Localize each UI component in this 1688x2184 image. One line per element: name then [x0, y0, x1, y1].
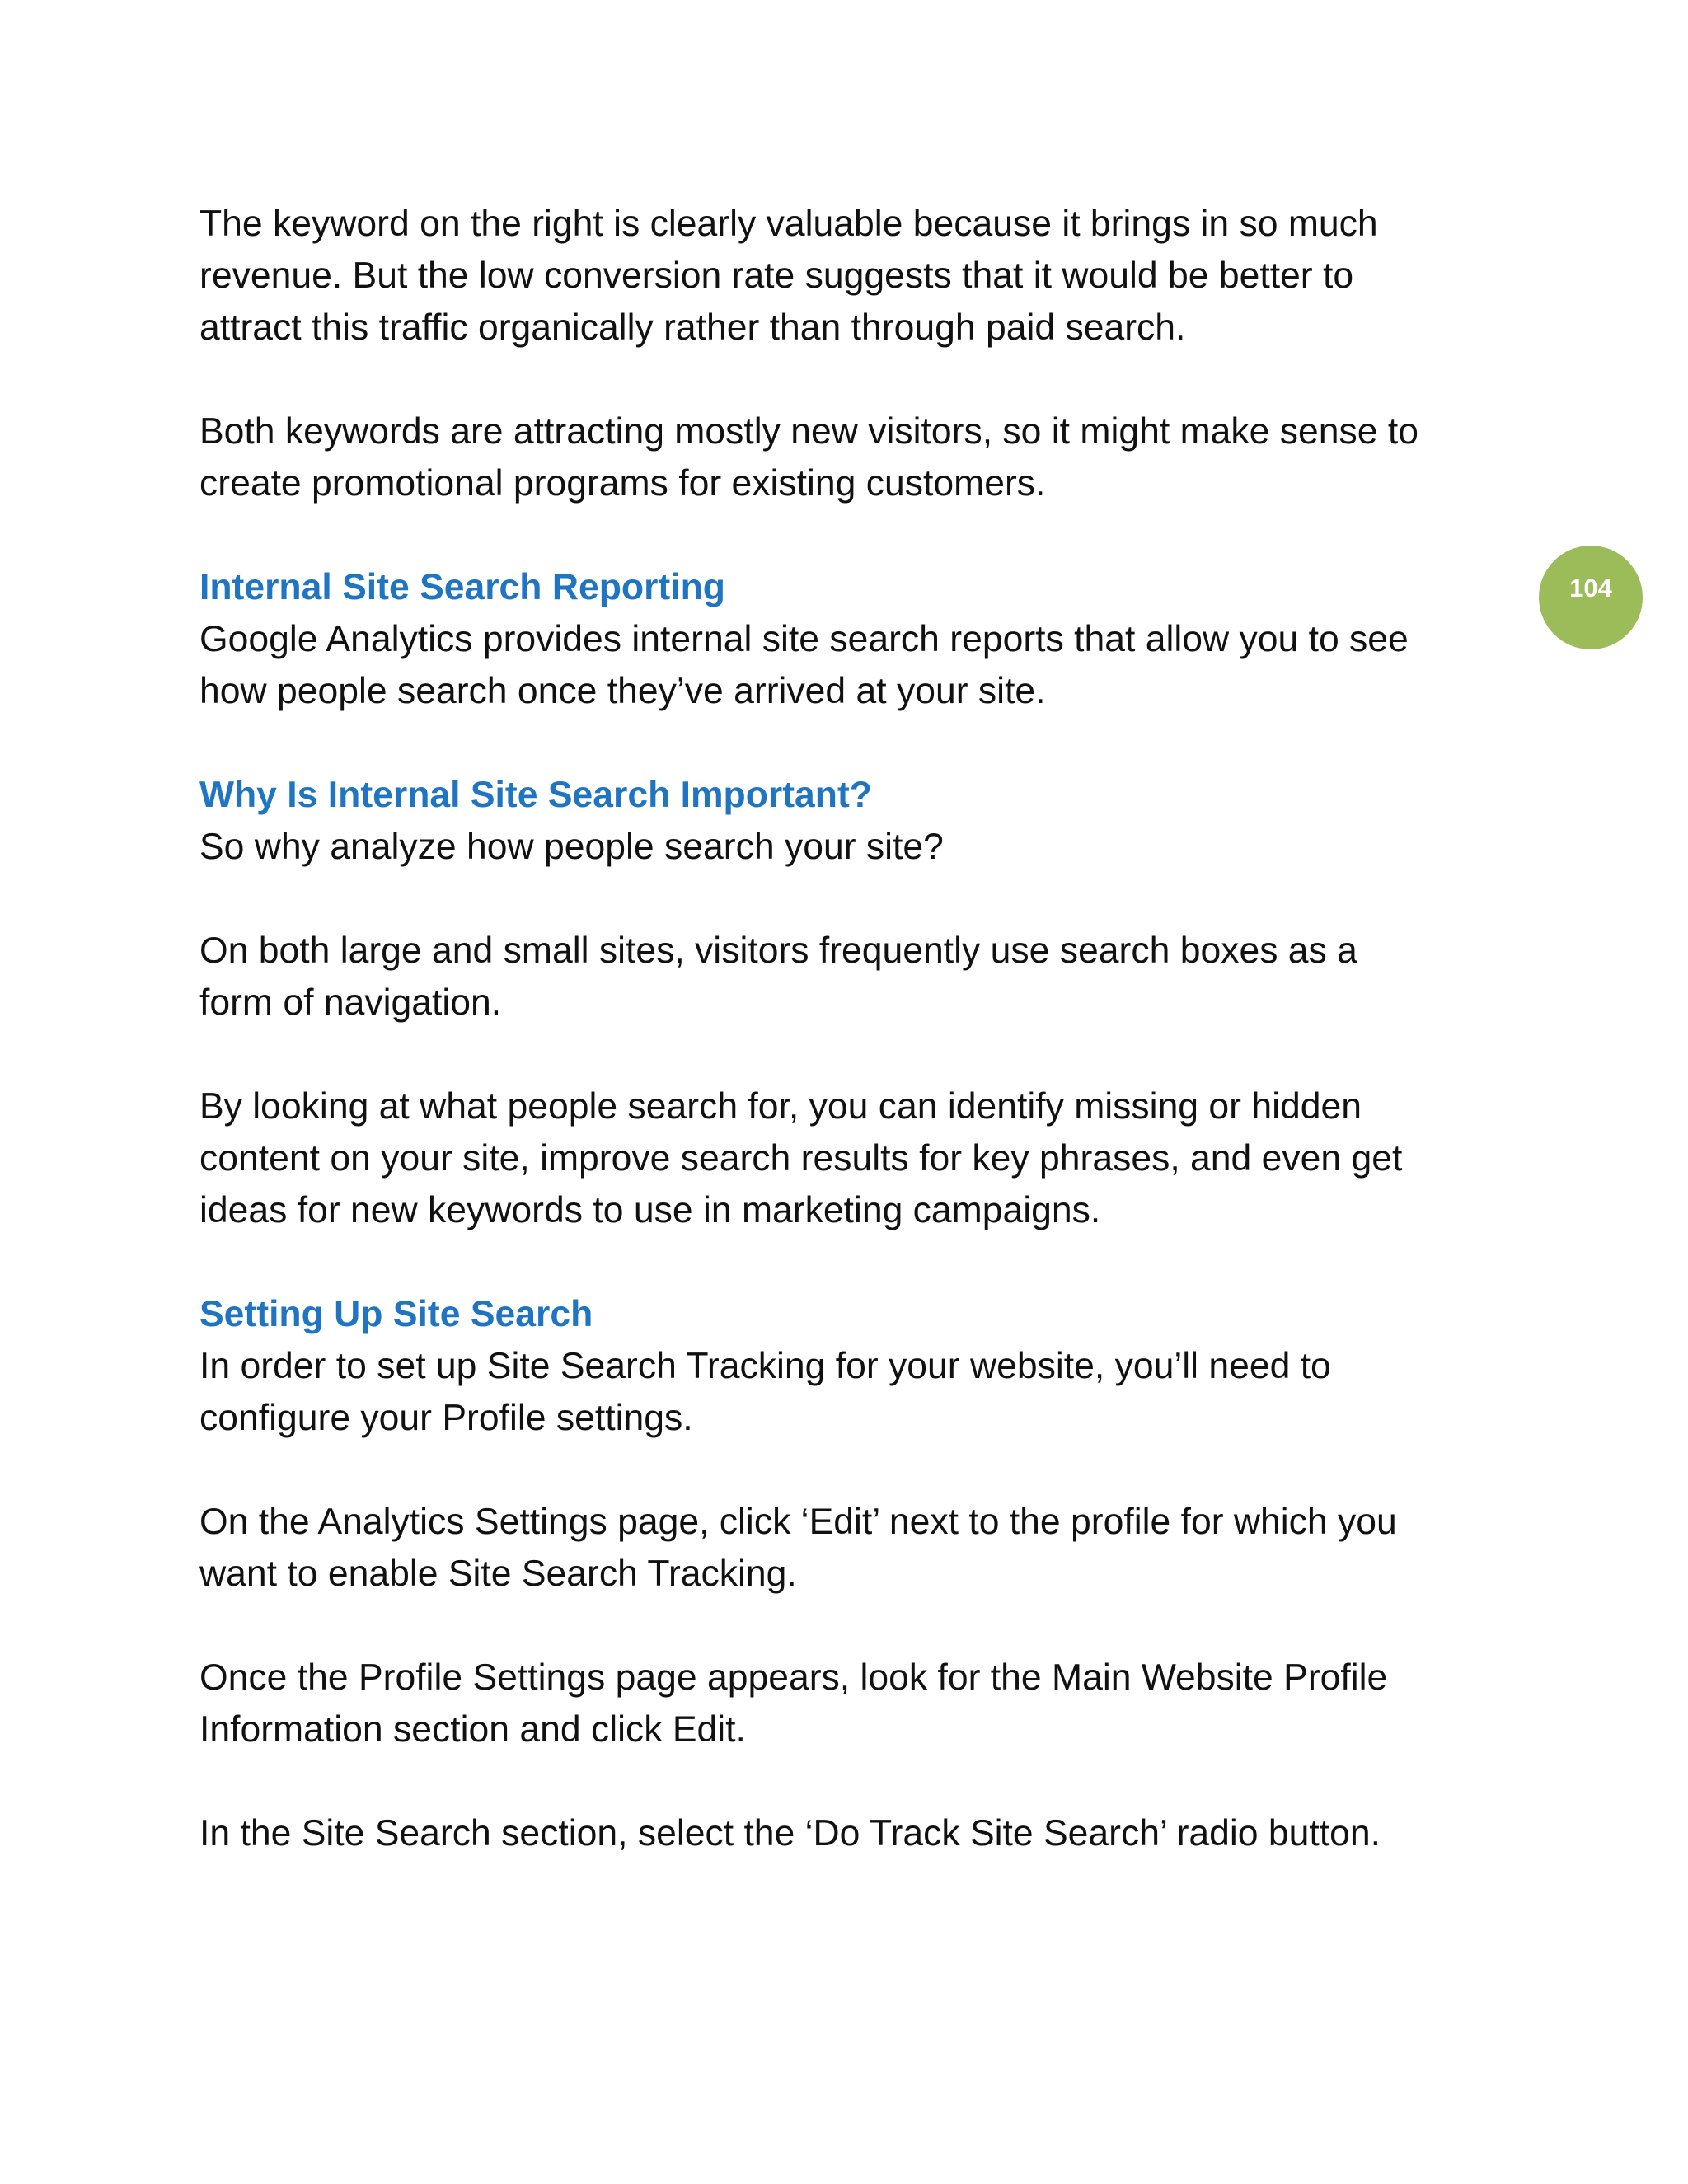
- paragraph-search-as-navigation: On both large and small sites, visitors frequently use search boxes as a form of navigation.: [199, 930, 1357, 1023]
- paragraph-keyword-value: The keyword on the right is clearly valuable because it brings in so much revenue. But the low conversion rate suggests that it would be better to attract this traffic organically rather than through paid search.: [199, 204, 1378, 348]
- heading-internal-site-search-reporting: Internal Site Search Reporting: [199, 567, 725, 607]
- paragraph-profile-settings-page: Once the Profile Settings page appears, look for the Main Website Profile Information section and click Edit.: [199, 1657, 1388, 1750]
- paragraph-search-insights: By looking at what people search for, you can identify missing or hidden content on your site, improve search results for key phrases, and even get ideas for new keywords to use in marketing campaigns.: [199, 1086, 1403, 1230]
- paragraph-new-visitors: Both keywords are attracting mostly new visitors, so it might make sense to create promotional programs for existing customers.: [199, 411, 1418, 504]
- heading-setting-up-site-search: Setting Up Site Search: [199, 1294, 593, 1334]
- heading-why-internal-site-search-important: Why Is Internal Site Search Important?: [199, 775, 872, 815]
- paragraph-configure-profile: In order to set up Site Search Tracking for your website, you’ll need to configure your Profile settings.: [199, 1346, 1331, 1438]
- paragraph-why-analyze: So why analyze how people search your site?: [199, 827, 944, 867]
- page-content: [199, 198, 1502, 1911]
- paragraph-site-search-reports: Google Analytics provides internal site search reports that allow you to see how people search once they’ve arrived at your site.: [199, 619, 1409, 711]
- page-number-badge: 104: [1539, 546, 1643, 649]
- paragraph-do-track-site-search: In the Site Search section, select the ‘Do Track Site Search’ radio button.: [199, 1813, 1381, 1854]
- paragraph-analytics-settings-edit: On the Analytics Settings page, click ‘Edit’ next to the profile for which you want to enable Site Search Tracking.: [199, 1502, 1397, 1594]
